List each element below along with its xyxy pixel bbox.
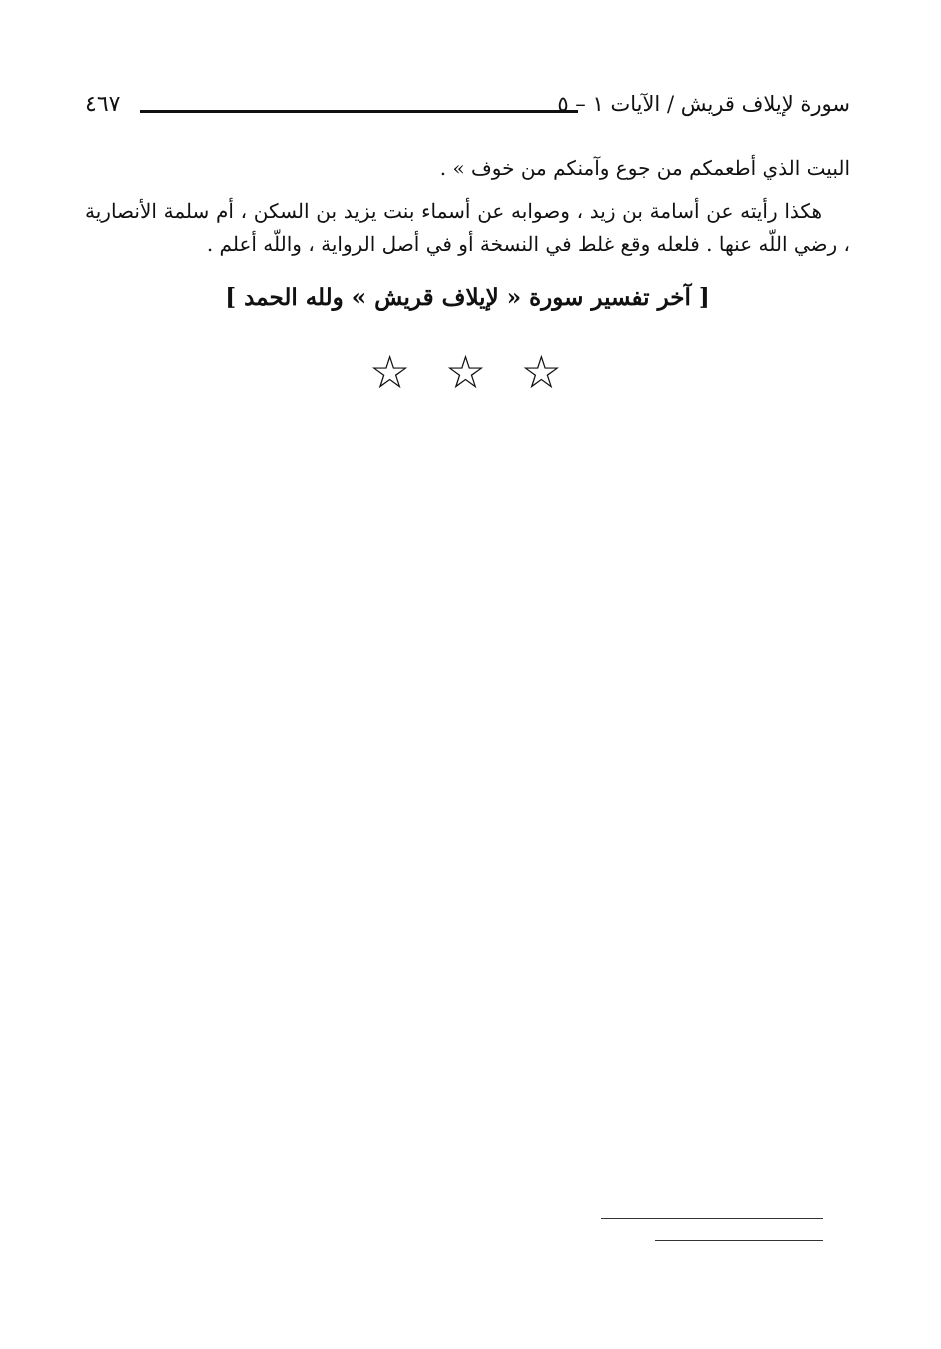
running-title: سورة لإيلاف قريش / الآيات ١ – ٥	[557, 92, 850, 116]
page-number: ٤٦٧	[85, 92, 121, 117]
footnote-rule	[655, 1240, 823, 1241]
chapter-closing-line: [ آخر تفسير سورة « لإيلاف قريش » ولله الحمد ]	[225, 284, 710, 311]
body-text	[85, 152, 850, 261]
footnote-rule	[601, 1218, 823, 1219]
star-ornament-icon: ☆ ☆ ☆	[369, 345, 572, 399]
header-rule	[140, 110, 578, 113]
page-header	[85, 92, 850, 128]
paragraph: هكذا رأيته عن أسامة بن زيد ، وصوابه عن أسماء بنت يزيد بن السكن ، أم سلمة الأنصارية ، رضي اللّه عنها . فلعله وقع غلط في النسخة أو في أصل الرواية ، واللّه أعلم .	[85, 199, 850, 256]
paragraph: البيت الذي أطعمكم من جوع وآمنكم من خوف » .	[439, 156, 850, 180]
